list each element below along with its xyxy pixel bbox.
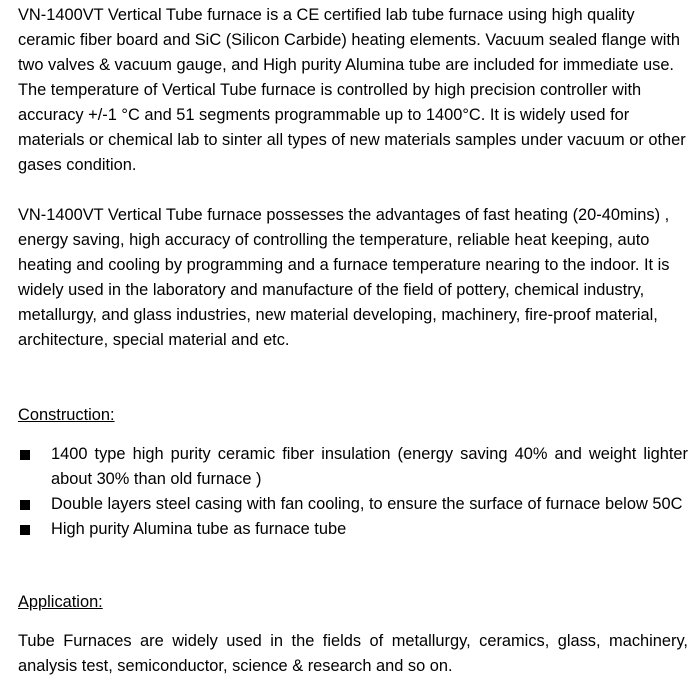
construction-list [18,442,688,542]
construction-item [18,492,688,517]
intro-paragraph-1: VN-1400VT Vertical Tube furnace is a CE certified lab tube furnace using high quality ceramic fiber board and SiC (Silicon Carbide) heating elements. Vacuum sealed flange with two valves & vacuum gauge, and High purity Alumina tube are included for immediate use. The temperature of Vertical Tube furnace is controlled by high precision controller with accuracy +/-1 °C and 51 segments programmable up to 1400°C. It is widely used for materials or chemical lab to sinter all types of new materials samples under vacuum or other gases condition. [18,6,686,174]
construction-item-text: Double layers steel casing with fan cooling, to ensure the surface of furnace below 50C [51,495,683,513]
document [18,3,688,679]
application-heading: Application: [18,593,103,611]
square-bullet-icon [20,525,30,535]
construction-item [18,442,688,492]
intro-paragraph-2: VN-1400VT Vertical Tube furnace possesses the advantages of fast heating (20-40mins) , energy saving, high accuracy of controlling the temperature, reliable heat keeping, auto heating and cooling by programming and a furnace temperature nearing to the indoor. It is widely used in the laboratory and manufacture of the field of pottery, chemical industry, metallurgy, and glass industries, new material developing, machinery, fire-proof material, architecture, special material and etc. [18,206,670,349]
square-bullet-icon [20,450,30,460]
construction-item-text: 1400 type high purity ceramic fiber insulation (energy saving 40% and weight lighter about 30% than old furnace ) [51,445,688,488]
construction-item-text: High purity Alumina tube as furnace tube [51,520,347,538]
application-text: Tube Furnaces are widely used in the fields of metallurgy, ceramics, glass, machinery, analysis test, semiconductor, science & research and so on. [18,632,688,675]
construction-heading: Construction: [18,406,115,424]
square-bullet-icon [20,500,30,510]
construction-item [18,517,688,542]
